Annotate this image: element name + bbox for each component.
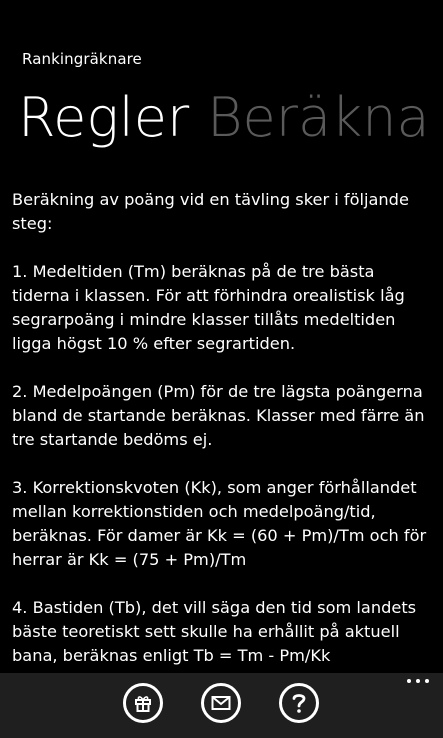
- gift-icon: [133, 693, 153, 713]
- rules-intro: Beräkning av poäng vid en tävling sker i följande steg:: [12, 190, 409, 233]
- rules-step-2: 2. Medelpoängen (Pm) för de tre lägsta poängerna bland de startande beräknas. Klasser med färre än tre startande bedöms ej.: [12, 382, 425, 449]
- app-bar: [0, 673, 443, 738]
- rules-content: [12, 188, 432, 692]
- help-icon: [291, 692, 307, 714]
- pivot-item-regler[interactable]: Regler: [18, 86, 190, 149]
- rules-step-1: 1. Medeltiden (Tm) beräknas på de tre bästa tiderna i klassen. För att förhindra orealistisk låg segrarpoäng i mindre klasser tillåts medeltiden ligga högst 10 % efter segrartiden.: [12, 262, 405, 353]
- pivot-item-berakna[interactable]: Beräkna: [207, 86, 430, 149]
- rules-step-3: 3. Korrektionskvoten (Kk), som anger förhållandet mellan korrektionstiden och medelpoäng/tid, beräknas. För damer är Kk = (60 + Pm)/Tm och för herrar är Kk = (75 + Pm)/Tm: [12, 478, 427, 569]
- mail-button[interactable]: [201, 683, 241, 723]
- pivot-header: [18, 78, 430, 158]
- more-icon[interactable]: [407, 679, 429, 683]
- gift-button[interactable]: [123, 683, 163, 723]
- rules-step-4: 4. Bastiden (Tb), det vill säga den tid som landets bäste teoretiskt sett skulle ha erhållit på aktuell bana, beräknas enligt Tb = Tm - Pm/Kk: [12, 598, 417, 665]
- mail-icon: [211, 695, 231, 711]
- app-title: Rankingräknare: [22, 50, 142, 68]
- help-button[interactable]: [279, 683, 319, 723]
